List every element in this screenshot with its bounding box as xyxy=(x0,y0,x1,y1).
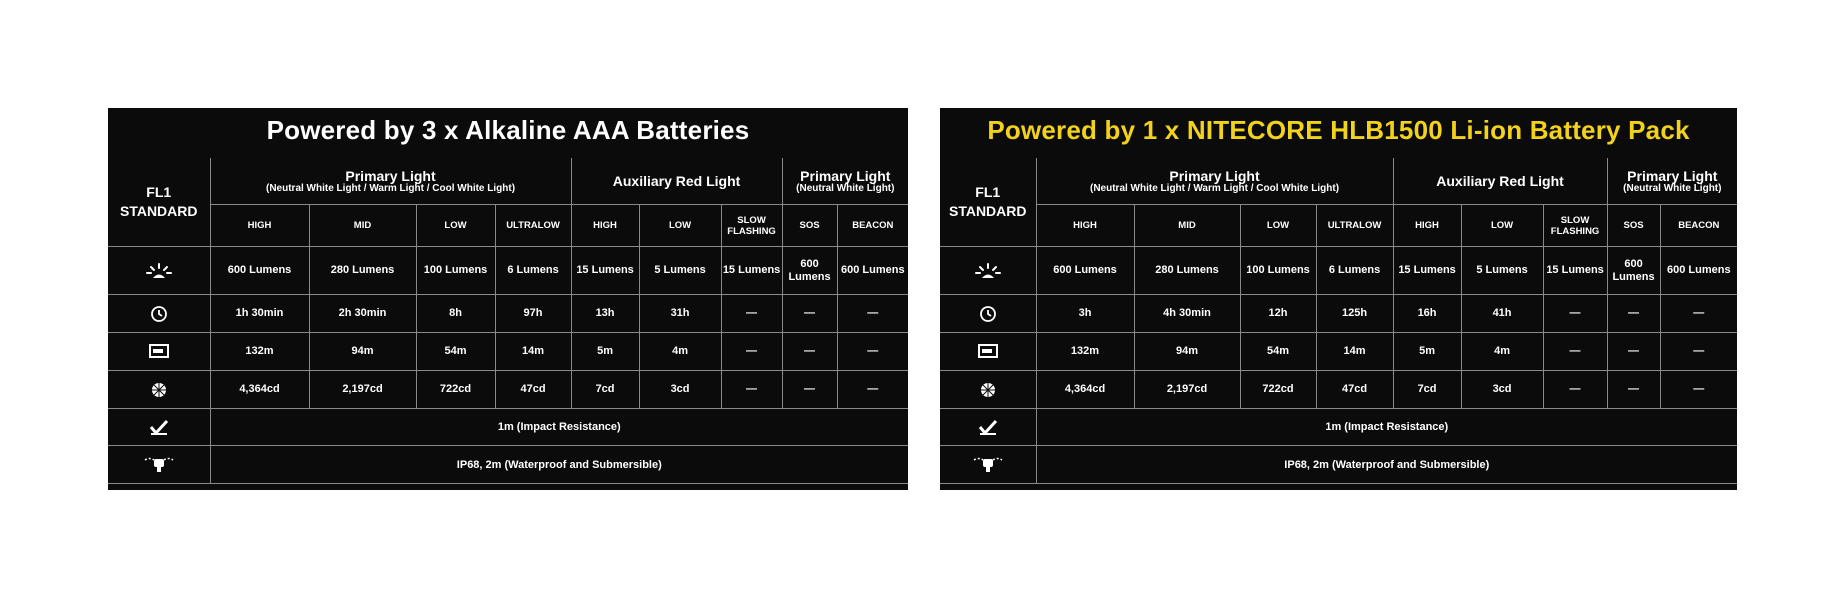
distance-cell: 4m xyxy=(639,333,721,371)
distance-cell: 54m xyxy=(416,333,495,371)
runtime-cell: — xyxy=(1660,295,1737,333)
mode-header: BEACON xyxy=(837,205,908,247)
model-header xyxy=(940,158,1036,247)
distance-cell: 94m xyxy=(309,333,416,371)
mode-header: SOS xyxy=(782,205,837,247)
intensity-cell: 47cd xyxy=(1316,371,1393,409)
waterproof-value: IP68, 2m (Waterproof and Submersible) xyxy=(1036,446,1737,484)
spec-table xyxy=(108,158,908,484)
model-line-1: FL1 xyxy=(975,184,1001,200)
runtime-cell: — xyxy=(782,295,837,333)
intensity-cell: — xyxy=(1660,371,1737,409)
intensity-cell: — xyxy=(1607,371,1660,409)
distance-cell: 4m xyxy=(1461,333,1543,371)
output-cell: 280 Lumens xyxy=(1134,247,1240,295)
impact-resistance-value: 1m (Impact Resistance) xyxy=(210,409,908,446)
model-header xyxy=(108,158,210,247)
intensity-cell: 7cd xyxy=(1393,371,1461,409)
runtime-cell: — xyxy=(721,295,782,333)
distance-cell: 132m xyxy=(210,333,309,371)
distance-cell: 94m xyxy=(1134,333,1240,371)
intensity-cell: 2,197cd xyxy=(1134,371,1240,409)
distance-cell: 5m xyxy=(571,333,639,371)
spec-panel-alkaline xyxy=(108,108,908,490)
runtime-cell: 1h 30min xyxy=(210,295,309,333)
beam-distance-icon xyxy=(940,333,1036,371)
output-cell: 100 Lumens xyxy=(416,247,495,295)
runtime-cell: 8h xyxy=(416,295,495,333)
intensity-cell: — xyxy=(837,371,908,409)
runtime-cell: — xyxy=(1607,295,1660,333)
intensity-cell: 3cd xyxy=(1461,371,1543,409)
distance-cell: 54m xyxy=(1240,333,1316,371)
aux-red-light-header: Auxiliary Red Light xyxy=(571,158,782,205)
output-cell: 600 Lumens xyxy=(837,247,908,295)
mode-header: ULTRALOW xyxy=(1316,205,1393,247)
mode-header: LOW xyxy=(416,205,495,247)
aux-red-light-header: Auxiliary Red Light xyxy=(1393,158,1607,205)
distance-cell: — xyxy=(782,333,837,371)
output-cell: 600 Lumens xyxy=(1036,247,1134,295)
distance-cell: — xyxy=(1607,333,1660,371)
primary-light-subtitle: (Neutral White Light / Warm Light / Cool White Light) xyxy=(1090,182,1340,194)
output-cell: 100 Lumens xyxy=(1240,247,1316,295)
intensity-cell: 3cd xyxy=(639,371,721,409)
mode-header: SLOW FLASHING xyxy=(721,205,782,247)
waterproof-value: IP68, 2m (Waterproof and Submersible) xyxy=(210,446,908,484)
model-line-2: STANDARD xyxy=(119,203,198,219)
intensity-cell: 722cd xyxy=(1240,371,1316,409)
mode-header: HIGH xyxy=(571,205,639,247)
waterproof-icon xyxy=(108,446,210,484)
runtime-cell: — xyxy=(1543,295,1607,333)
mode-header: LOW xyxy=(1461,205,1543,247)
model-line-1: FL1 xyxy=(146,184,172,200)
impact-resistance-icon xyxy=(940,409,1036,446)
runtime-cell: 3h xyxy=(1036,295,1134,333)
primary-light-header xyxy=(1036,158,1393,205)
runtime-cell: 12h xyxy=(1240,295,1316,333)
panel-title: Powered by 3 x Alkaline AAA Batteries xyxy=(266,115,750,145)
runtime-cell: 16h xyxy=(1393,295,1461,333)
mode-header: HIGH xyxy=(210,205,309,247)
clock-icon xyxy=(940,295,1036,333)
mode-header: SLOW FLASHING xyxy=(1543,205,1607,247)
intensity-cell: 47cd xyxy=(495,371,571,409)
primary-light-title: Primary Light xyxy=(345,167,436,184)
intensity-cell: — xyxy=(782,371,837,409)
output-cell: 280 Lumens xyxy=(309,247,416,295)
impact-resistance-icon xyxy=(108,409,210,446)
peak-intensity-icon xyxy=(108,371,210,409)
intensity-cell: — xyxy=(721,371,782,409)
special-mode-title: Primary Light xyxy=(1627,167,1718,184)
primary-light-subtitle: (Neutral White Light / Warm Light / Cool White Light) xyxy=(266,182,516,194)
mode-header: MID xyxy=(1134,205,1240,247)
mode-header: SOS xyxy=(1607,205,1660,247)
output-cell: 15 Lumens xyxy=(1543,247,1607,295)
runtime-cell: — xyxy=(837,295,908,333)
model-line-2: STANDARD xyxy=(948,203,1027,219)
runtime-cell: 2h 30min xyxy=(309,295,416,333)
output-cell: 6 Lumens xyxy=(495,247,571,295)
beam-distance-icon xyxy=(108,333,210,371)
output-cell: 5 Lumens xyxy=(639,247,721,295)
intensity-cell: 4,364cd xyxy=(1036,371,1134,409)
spec-table xyxy=(940,158,1737,484)
panel-title: Powered by 1 x NITECORE HLB1500 Li-ion Battery Pack xyxy=(987,115,1690,145)
special-mode-title: Primary Light xyxy=(800,167,891,184)
output-cell: 600 Lumens xyxy=(1607,247,1660,295)
output-cell: 15 Lumens xyxy=(1393,247,1461,295)
output-cell: 15 Lumens xyxy=(571,247,639,295)
output-cell: 600 Lumens xyxy=(782,247,837,295)
distance-cell: — xyxy=(837,333,908,371)
mode-header: LOW xyxy=(1240,205,1316,247)
runtime-cell: 125h xyxy=(1316,295,1393,333)
distance-cell: 5m xyxy=(1393,333,1461,371)
spec-panel-liion xyxy=(940,108,1737,490)
distance-cell: 132m xyxy=(1036,333,1134,371)
runtime-cell: 13h xyxy=(571,295,639,333)
intensity-cell: 2,197cd xyxy=(309,371,416,409)
output-cell: 6 Lumens xyxy=(1316,247,1393,295)
distance-cell: 14m xyxy=(1316,333,1393,371)
special-mode-subtitle: (Neutral White Light) xyxy=(1623,182,1722,194)
output-cell: 5 Lumens xyxy=(1461,247,1543,295)
lumens-icon xyxy=(940,247,1036,295)
output-cell: 600 Lumens xyxy=(1660,247,1737,295)
runtime-cell: 97h xyxy=(495,295,571,333)
clock-icon xyxy=(108,295,210,333)
mode-header: HIGH xyxy=(1393,205,1461,247)
special-mode-subtitle: (Neutral White Light) xyxy=(796,182,895,194)
output-cell: 600 Lumens xyxy=(210,247,309,295)
primary-light-title: Primary Light xyxy=(1169,167,1260,184)
mode-header: BEACON xyxy=(1660,205,1737,247)
mode-header: MID xyxy=(309,205,416,247)
special-mode-header xyxy=(1607,158,1737,205)
impact-resistance-value: 1m (Impact Resistance) xyxy=(1036,409,1737,446)
special-mode-header xyxy=(782,158,908,205)
runtime-cell: 41h xyxy=(1461,295,1543,333)
intensity-cell: 4,364cd xyxy=(210,371,309,409)
peak-intensity-icon xyxy=(940,371,1036,409)
intensity-cell: 7cd xyxy=(571,371,639,409)
intensity-cell: 722cd xyxy=(416,371,495,409)
lumens-icon xyxy=(108,247,210,295)
runtime-cell: 31h xyxy=(639,295,721,333)
distance-cell: 14m xyxy=(495,333,571,371)
mode-header: LOW xyxy=(639,205,721,247)
mode-header: ULTRALOW xyxy=(495,205,571,247)
runtime-cell: 4h 30min xyxy=(1134,295,1240,333)
primary-light-header xyxy=(210,158,571,205)
waterproof-icon xyxy=(940,446,1036,484)
output-cell: 15 Lumens xyxy=(721,247,782,295)
distance-cell: — xyxy=(721,333,782,371)
distance-cell: — xyxy=(1543,333,1607,371)
intensity-cell: — xyxy=(1543,371,1607,409)
mode-header: HIGH xyxy=(1036,205,1134,247)
distance-cell: — xyxy=(1660,333,1737,371)
